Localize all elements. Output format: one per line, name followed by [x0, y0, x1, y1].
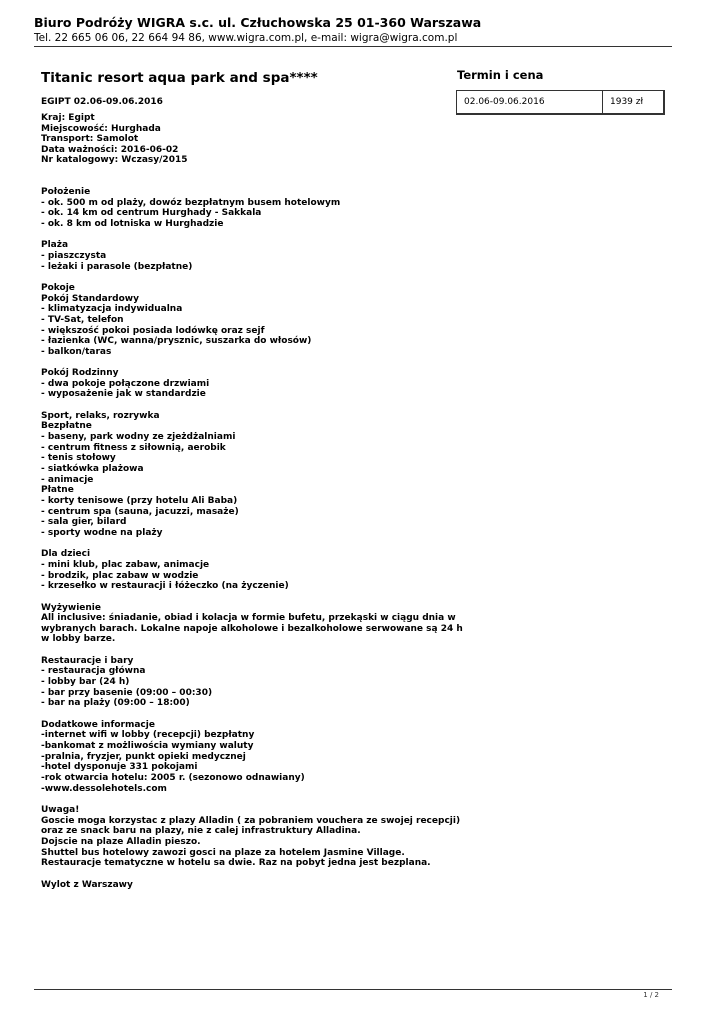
section-heading: Restauracje i bary	[41, 655, 134, 666]
price-amount-cell: 1939 zł	[610, 97, 644, 107]
description-section	[41, 656, 456, 709]
section-line: Goscie moga korzystac z plazy Alladin ( za pobraniem vouchera ze swojej recepcji)	[41, 815, 461, 826]
description-section	[41, 602, 463, 646]
section-line: - centrum fitness z siłownią, aerobik	[41, 442, 226, 453]
section-heading: Dla dzieci	[41, 549, 91, 560]
price-date-cell: 02.06-09.06.2016	[457, 91, 603, 113]
price-table	[456, 90, 665, 115]
meta-transport: Transport: Samolot	[41, 134, 139, 145]
section-line: All inclusive: śniadanie, obiad i kolacja w formie bufetu, przekąski w ciągu dnia w	[41, 613, 456, 624]
offer-description	[41, 187, 463, 901]
description-section	[41, 411, 456, 539]
section-heading: Wyżywienie	[41, 602, 101, 613]
section-line: - tenis stołowy	[41, 453, 116, 464]
section-line: - bar przy basenie (09:00 – 00:30)	[41, 687, 213, 698]
description-section	[41, 549, 456, 592]
meta-country: Kraj: Egipt	[41, 113, 95, 123]
agency-contact: Tel. 22 665 06 06, 22 664 94 86, www.wigra.com.pl, e-mail: wigra@wigra.com.pl	[34, 32, 458, 44]
document-header	[34, 15, 672, 47]
section-line: Płatne	[41, 485, 74, 496]
description-section	[41, 283, 456, 358]
section-line: wybranych barach. Lokalne napoje alkoholowe i bezalkoholowe serwowane są 24 h	[41, 623, 463, 634]
section-line: w lobby barze.	[41, 634, 116, 645]
section-line: - sporty wodne na plaży	[41, 527, 163, 538]
description-section	[41, 804, 461, 869]
section-line: -bankomat z możliwościa wymiany waluty	[41, 741, 254, 751]
offer-meta	[41, 113, 187, 166]
section-line: - klimatyzacja indywidualna	[41, 304, 183, 315]
meta-catalog-number: Nr katalogowy: Wczasy/2015	[41, 155, 188, 166]
description-section	[41, 368, 456, 400]
section-line: - animacje	[41, 474, 94, 485]
price-heading: Termin i cena	[457, 68, 544, 82]
section-line: Pokój Standardowy	[41, 293, 139, 304]
description-section	[41, 880, 456, 891]
section-line: - centrum spa (sauna, jacuzzi, masaże)	[41, 506, 239, 517]
section-line: - łazienka (WC, wanna/prysznic, suszarka do włosów)	[41, 336, 312, 347]
section-line: -internet wifi w lobby (recepcji) bezpłatny	[41, 730, 255, 741]
page-number: 1 / 2	[643, 991, 659, 999]
section-line: - brodzik, plac zabaw w wodzie	[41, 570, 199, 581]
section-heading: Pokój Rodzinny	[41, 368, 119, 379]
section-heading: Położenie	[41, 187, 91, 197]
meta-city: Miejscowość: Hurghada	[41, 123, 161, 134]
section-line: - siatkówka plażowa	[41, 464, 144, 474]
offer-title: Titanic resort aqua park and spa****	[41, 70, 318, 86]
section-line: - korty tenisowe (przy hotelu Ali Baba)	[41, 495, 238, 506]
section-heading: Pokoje	[41, 282, 75, 293]
section-line: -rok otwarcia hotelu: 2005 r. (sezonowo odnawiany)	[41, 772, 305, 783]
section-line: -www.dessolehotels.com	[41, 783, 167, 794]
section-line: - sala gier, bilard	[41, 517, 127, 528]
section-line: - krzesełko w restauracji i łóżeczko (na życzenie)	[41, 581, 289, 592]
section-line: - piaszczysta	[41, 250, 107, 261]
section-line: - baseny, park wodny ze zjeżdżalniami	[41, 432, 236, 443]
description-section	[41, 240, 456, 272]
section-heading: Plaża	[41, 240, 69, 251]
section-line: - ok. 8 km od lotniska w Hurghadzie	[41, 218, 224, 229]
section-line: oraz ze snack baru na plazy, nie z calej infrastruktury Alladina.	[41, 826, 361, 837]
section-line: Bezpłatne	[41, 421, 92, 432]
section-line: Dojscie na plaze Alladin pieszo.	[41, 836, 201, 847]
section-line: - wyposażenie jak w standardzie	[41, 389, 206, 400]
section-line: -hotel dysponuje 331 pokojami	[41, 762, 198, 773]
description-section	[41, 720, 456, 795]
section-line: Shuttel bus hotelowy zawozi gosci na plaze za hotelem Jasmine Village.	[41, 847, 405, 858]
section-line: - ok. 14 km od centrum Hurghady - Sakkala	[41, 208, 262, 219]
section-heading: Wylot z Warszawy	[41, 879, 133, 890]
section-heading: Dodatkowe informacje	[41, 719, 155, 730]
section-line: - mini klub, plac zabaw, animacje	[41, 559, 210, 570]
footer-divider	[34, 989, 672, 990]
section-line: Restauracje tematyczne w hotelu sa dwie. Raz na pobyt jedna jest bezplana.	[41, 858, 431, 869]
agency-title: Biuro Podróży WIGRA s.c. ul. Człuchowska 25 01-360 Warszawa	[34, 15, 482, 30]
section-line: - bar na plaży (09:00 – 18:00)	[41, 698, 190, 709]
section-line: - większość pokoi posiada lodówkę oraz sejf	[41, 325, 265, 336]
section-line: - restauracja główna	[41, 666, 146, 677]
description-section	[41, 187, 456, 230]
meta-valid-date: Data ważności: 2016-06-02	[41, 144, 179, 155]
section-line: - lobby bar (24 h)	[41, 677, 130, 688]
section-line: - balkon/taras	[41, 346, 112, 357]
section-line: - ok. 500 m od plaży, dowóz bezpłatnym busem hotelowym	[41, 197, 341, 208]
section-heading: Uwaga!	[41, 804, 80, 815]
section-line: - leżaki i parasole (bezpłatne)	[41, 261, 193, 272]
section-line: -pralnia, fryzjer, punkt opieki medycznej	[41, 751, 246, 762]
section-heading: Sport, relaks, rozrywka	[41, 410, 160, 421]
section-line: - TV-Sat, telefon	[41, 314, 124, 325]
section-line: - dwa pokoje połączone drzwiami	[41, 378, 210, 389]
offer-code: EGIPT 02.06-09.06.2016	[41, 97, 163, 107]
